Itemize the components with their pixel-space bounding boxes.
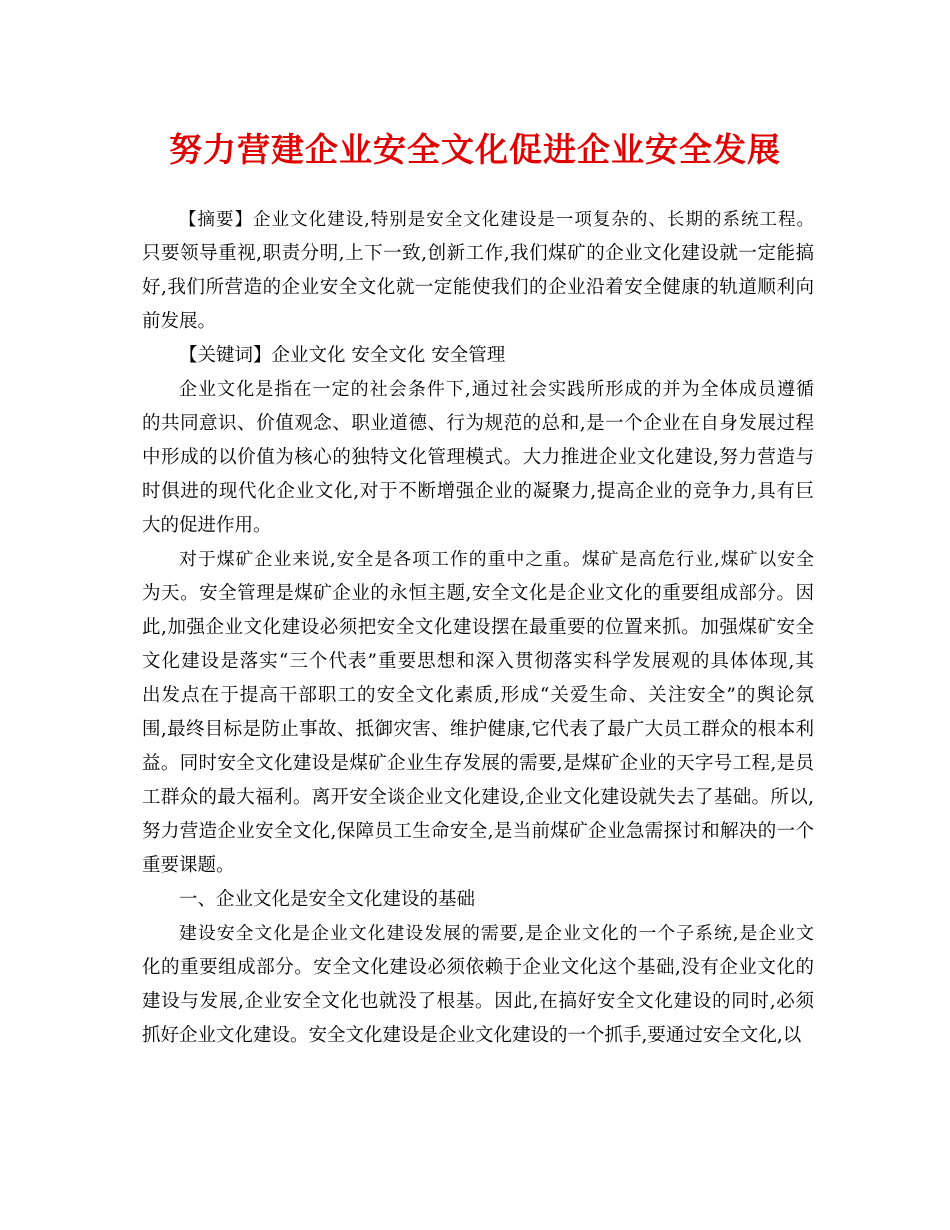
paragraph-line: 此,加强企业文化建设必须把安全文化建设摆在最重要的位置来抓。加强煤矿安全 (142, 617, 814, 638)
paragraph-line: 只要领导重视,职责分明,上下一致,创新工作,我们煤矿的企业文化建设就一定能搞 (142, 243, 814, 264)
paragraph (142, 339, 814, 373)
document-body (142, 203, 814, 1053)
paragraph (142, 883, 814, 917)
paragraph-line: 【摘要】企业文化建设,特别是安全文化建设是一项复杂的、长期的系统工程。 (179, 210, 814, 230)
paragraph-line: 的共同意识、价值观念、职业道德、行为规范的总和,是一个企业在自身发展过程 (142, 413, 814, 434)
paragraph (142, 203, 814, 339)
paragraph-line: 益。同时安全文化建设是煤矿企业生存发展的需要,是煤矿企业的天字号工程,是员 (142, 753, 814, 774)
paragraph-line: 【关键词】企业文化 安全文化 安全管理 (179, 345, 506, 366)
paragraph-line: 为天。安全管理是煤矿企业的永恒主题,安全文化是企业文化的重要组成部分。因 (142, 583, 814, 604)
paragraph-line: 对于煤矿企业来说,安全是各项工作的重中之重。煤矿是高危行业,煤矿以安全 (179, 549, 814, 570)
paragraph-line: 一、企业文化是安全文化建设的基础 (179, 889, 476, 910)
document-title: 努力营建企业安全文化促进企业安全发展 (169, 130, 781, 169)
paragraph (142, 373, 814, 543)
paragraph-line: 工群众的最大福利。离开安全谈企业文化建设,企业文化建设就失去了基础。所以, (142, 787, 814, 808)
paragraph-line: 前发展。 (142, 311, 217, 332)
paragraph-line: 企业文化是指在一定的社会条件下,通过社会实践所形成的并为全体成员遵循 (179, 379, 814, 400)
paragraph-line: 时俱进的现代化企业文化,对于不断增强企业的凝聚力,提高企业的竞争力,具有巨 (142, 481, 814, 502)
paragraph-line: 好,我们所营造的企业安全文化就一定能使我们的企业沿着安全健康的轨道顺利向 (142, 277, 814, 298)
paragraph (142, 543, 814, 883)
paragraph-line: 文化建设是落实“三个代表”重要思想和深入贯彻落实科学发展观的具体体现,其 (142, 651, 814, 672)
paragraph (142, 917, 814, 1053)
paragraph-line: 出发点在于提高干部职工的安全文化素质,形成“关爱生命、关注安全”的舆论氛 (142, 685, 814, 706)
paragraph-line: 中形成的以价值为核心的独特文化管理模式。大力推进企业文化建设,努力营造与 (142, 447, 814, 468)
paragraph-line: 建设安全文化是企业文化建设发展的需要,是企业文化的一个子系统,是企业文 (179, 923, 814, 944)
paragraph-line: 大的促进作用。 (142, 515, 272, 536)
paragraph-line: 抓好企业文化建设。安全文化建设是企业文化建设的一个抓手,要通过安全文化,以 (142, 1025, 802, 1046)
paragraph-line: 建设与发展,企业安全文化也就没了根基。因此,在搞好安全文化建设的同时,必须 (142, 991, 814, 1012)
paragraph-line: 努力营造企业安全文化,保障员工生命安全,是当前煤矿企业急需探讨和解决的一个 (142, 821, 814, 842)
paragraph-line: 重要课题。 (142, 855, 235, 876)
paragraph-line: 化的重要组成部分。安全文化建设必须依赖于企业文化这个基础,没有企业文化的 (142, 957, 814, 978)
paragraph-line: 围,最终目标是防止事故、抵御灾害、维护健康,它代表了最广大员工群众的根本利 (142, 719, 814, 740)
